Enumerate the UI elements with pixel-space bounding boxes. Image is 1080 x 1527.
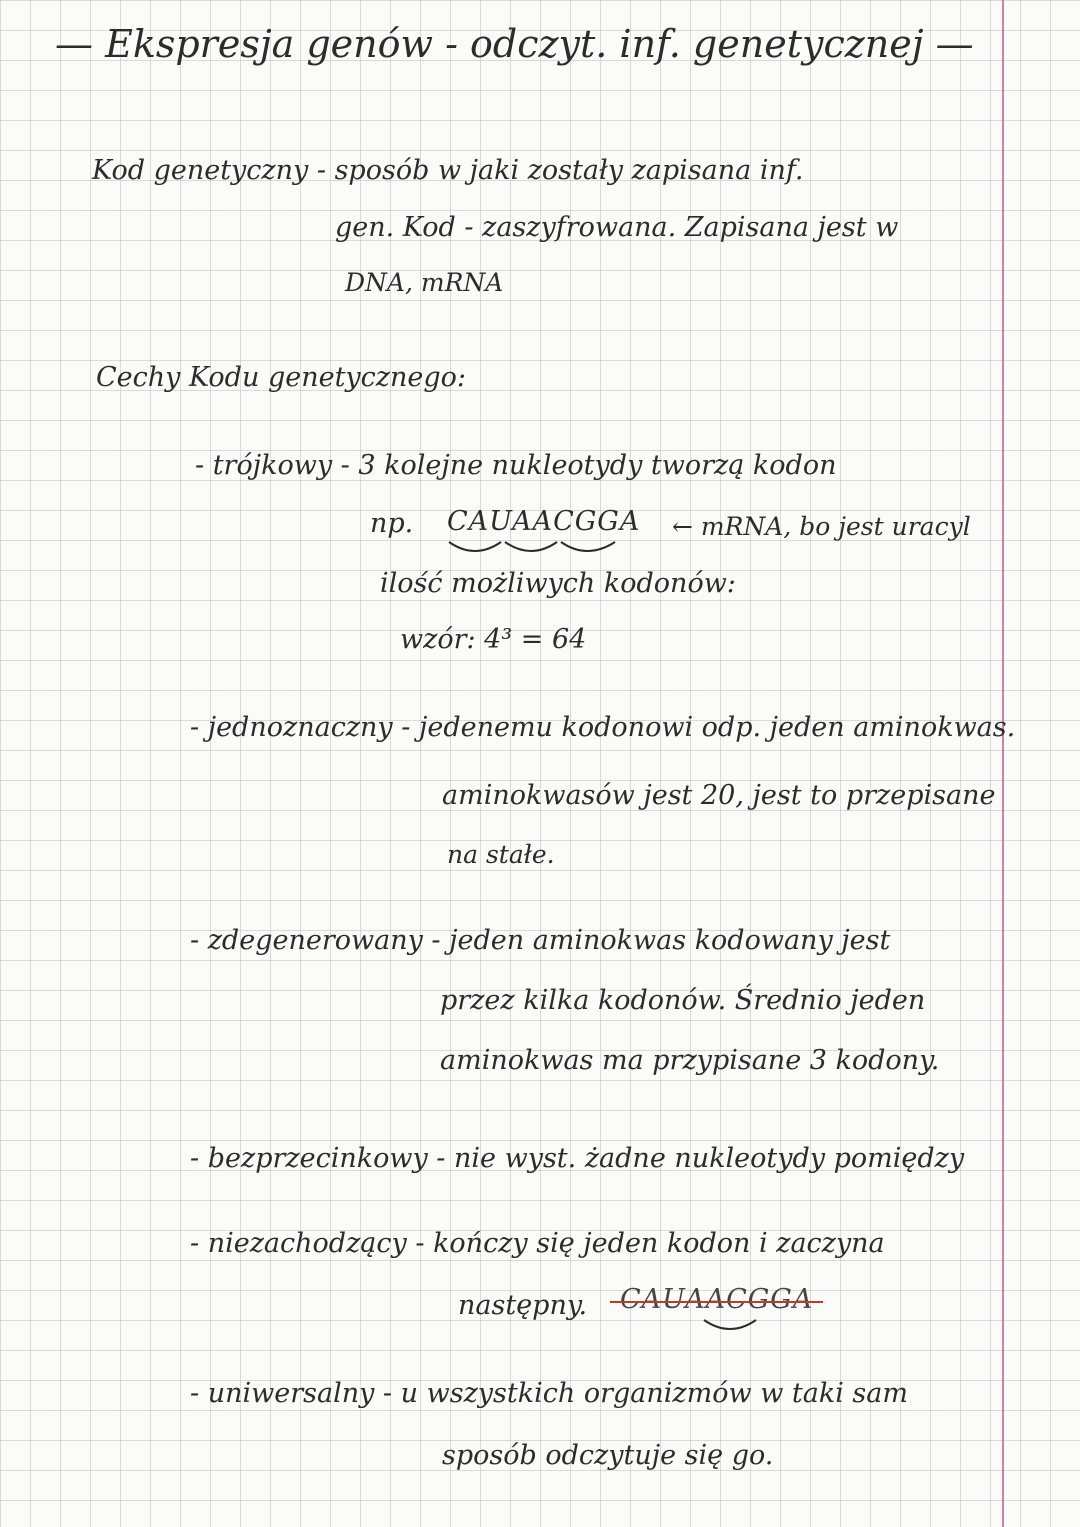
feature-trojkowy-formula: wzór: 4³ = 64 xyxy=(400,624,587,655)
struck-codon-text: CAUAACGGA xyxy=(620,1284,814,1315)
feature-trojkowy-example-prefix: np. xyxy=(370,508,414,539)
definition-line-1: Kod genetyczny - sposób w jaki zostały zapisana inf. xyxy=(92,155,804,186)
definition-line-3: DNA, mRNA xyxy=(345,268,504,297)
codon-grouping-arcs xyxy=(445,538,625,560)
feature-uniwersalny-line-2: sposób odczytuje się go. xyxy=(442,1440,774,1471)
codon-arc-3 xyxy=(561,542,615,551)
feature-trojkowy-line-1: - trójkowy - 3 kolejne nukleotydy tworzą kodon xyxy=(195,450,837,481)
feature-zdegenerowany-line-3: aminokwas ma przypisane 3 kodony. xyxy=(440,1045,940,1076)
feature-trojkowy-example-codons: CAUAACGGA xyxy=(447,506,641,537)
feature-jednoznaczny-line-2: aminokwasów jest 20, jest to przepisane xyxy=(442,780,996,811)
codon-arc-1 xyxy=(449,542,501,551)
feature-jednoznaczny-line-3: na stałe. xyxy=(447,840,555,869)
feature-uniwersalny-line-1: - uniwersalny - u wszystkich organizmów w taki sam xyxy=(190,1378,908,1409)
overlap-arc xyxy=(700,1316,760,1338)
feature-trojkowy-example-note: ← mRNA, bo jest uracyl xyxy=(672,512,971,541)
feature-niezachodzacy-line-2: następny. xyxy=(458,1290,588,1321)
features-heading: Cechy Kodu genetycznego: xyxy=(96,362,467,393)
feature-niezachodzacy-struck-codons xyxy=(620,1284,813,1316)
feature-zdegenerowany-line-2: przez kilka kodonów. Średnio jeden xyxy=(440,985,926,1016)
feature-jednoznaczny-line-1: - jednoznaczny - jedenemu kodonowi odp. jeden aminokwas. xyxy=(190,712,1016,743)
feature-bezprzecinkowy-line-1: - bezprzecinkowy - nie wyst. żadne nukleotydy pomiędzy xyxy=(190,1143,965,1174)
feature-zdegenerowany-line-1: - zdegenerowany - jeden aminokwas kodowany jest xyxy=(190,925,891,956)
notebook-margin-line xyxy=(1002,0,1004,1527)
definition-line-2: gen. Kod - zaszyfrowana. Zapisana jest w xyxy=(335,212,899,243)
codon-arc-2 xyxy=(505,542,557,551)
feature-trojkowy-count-label: ilość możliwych kodonów: xyxy=(380,568,736,599)
page-title: — Ekspresja genów - odczyt. inf. genetycznej — xyxy=(55,22,974,66)
feature-niezachodzacy-line-1: - niezachodzący - kończy się jeden kodon i zaczyna xyxy=(190,1228,885,1259)
